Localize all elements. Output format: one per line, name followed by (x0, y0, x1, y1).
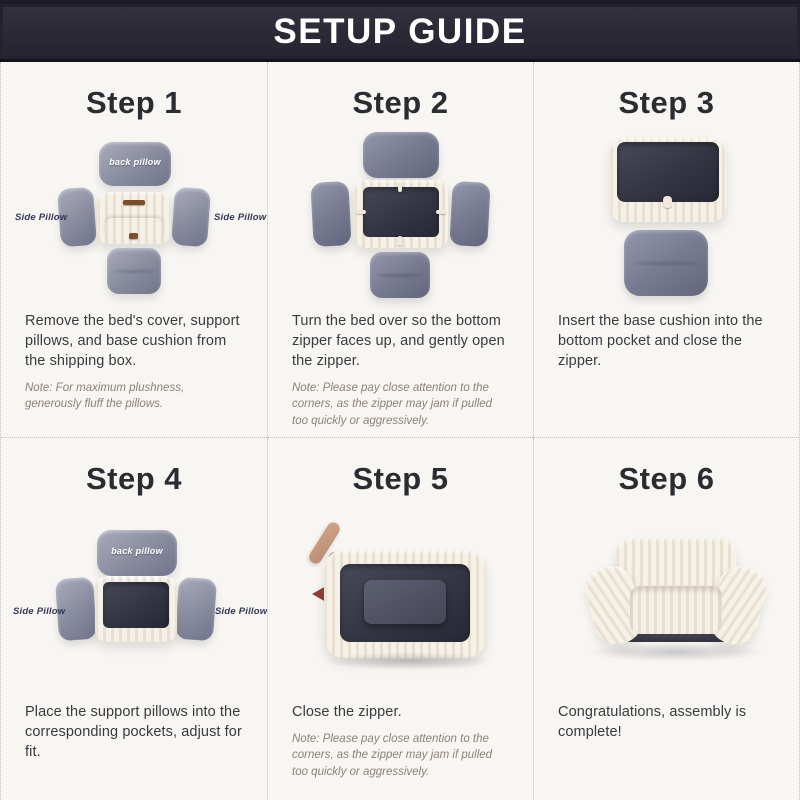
tie-right (436, 210, 446, 214)
side-pillow-right-label: Side Pillow (214, 212, 267, 224)
side-pillow-right (175, 577, 217, 641)
side-pillow-left (310, 181, 351, 247)
step-5-panel (267, 438, 533, 800)
base-cushion (370, 252, 430, 298)
flap-tag (129, 233, 138, 239)
step-1-illustration (1, 126, 267, 301)
bed-body (324, 550, 486, 658)
step-5-copy (268, 692, 533, 780)
step-6-panel (533, 438, 799, 800)
steps-grid (0, 62, 800, 800)
cover-flap (105, 218, 163, 240)
side-pillow-right (449, 181, 490, 247)
side-pillow-left-label: Side Pillow (15, 212, 68, 224)
open-bottom-pocket (617, 142, 719, 202)
step-5-text: Close the zipper. (292, 704, 402, 721)
step-6-title: Step 6 (618, 461, 715, 496)
step-2-text: Turn the bed over so the bottom zipper faces up, and gently open the zipper. (292, 313, 505, 370)
cushion-crease (113, 270, 154, 273)
inner-liner (340, 564, 470, 642)
back-pillow-label: back pillow (111, 546, 163, 557)
step-6-copy (534, 692, 799, 742)
step-2-copy (268, 301, 533, 429)
pillow-pocket-opening (103, 582, 169, 628)
step-4-panel (1, 438, 267, 800)
step-1-copy (1, 301, 267, 413)
bed-cover-open (610, 138, 726, 222)
step-3-title: Step 3 (618, 85, 715, 120)
bed-cover (97, 192, 171, 244)
step-6-text: Congratulations, assembly is complete! (558, 704, 747, 741)
tie-left (356, 210, 366, 214)
step-6-illustration (534, 502, 799, 692)
tie-bottom (398, 236, 402, 246)
page-title: SETUP GUIDE (273, 11, 527, 51)
base-cushion (624, 230, 708, 296)
side-pillow-left-label: Side Pillow (13, 606, 66, 618)
back-pillow (99, 142, 171, 186)
back-pillow (363, 132, 439, 178)
back-pillow (97, 530, 177, 576)
bed-bottom-zipper-panel (363, 187, 439, 237)
step-4-copy (1, 692, 267, 762)
step-1-title: Step 1 (85, 85, 183, 120)
setup-guide-header (0, 0, 800, 62)
step-2-title: Step 2 (352, 85, 449, 120)
side-pillow-right (171, 187, 211, 247)
assembled-bed-seat (630, 586, 722, 634)
step-5-illustration (268, 502, 533, 692)
flipped-bed-cover (354, 180, 448, 248)
tie-top (398, 182, 402, 192)
step-4-text: Place the support pillows into the corresponding pockets, adjust for fit. (25, 704, 242, 761)
step-1-text: Remove the bed's cover, support pillows, and base cushion from the shipping box. (25, 313, 240, 370)
bed-cover (95, 576, 177, 642)
step-4-title: Step 4 (85, 461, 183, 496)
step-2-panel (267, 62, 533, 438)
step-1-note: Note: For maximum plushness, generously fluff the pillows. (25, 382, 185, 411)
step-5-note: Note: Please pay close attention to the corners, as the zipper may jam if pulled too quickly or aggressively. (292, 733, 493, 778)
cover-tag (123, 200, 145, 205)
step-3-copy (534, 301, 799, 371)
back-pillow-label: back pillow (109, 157, 161, 168)
step-3-illustration (534, 126, 799, 301)
cushion-crease (634, 262, 698, 265)
step-3-panel (533, 62, 799, 438)
step-1-panel (1, 62, 267, 438)
base-cushion (107, 248, 161, 294)
cushion-crease (377, 274, 423, 277)
side-pillow-right-label: Side Pillow (215, 606, 268, 618)
step-5-title: Step 5 (352, 461, 449, 496)
zipper-pull (663, 196, 672, 208)
step-4-illustration (1, 502, 267, 692)
step-3-text: Insert the base cushion into the bottom pocket and close the zipper. (558, 313, 763, 370)
ground-shadow (586, 642, 766, 662)
step-2-illustration (268, 126, 533, 301)
step-2-note: Note: Please pay close attention to the corners, as the zipper may jam if pulled too quickly or aggressively. (292, 382, 493, 427)
inner-cushion (364, 580, 446, 624)
ground-shadow (324, 652, 494, 670)
